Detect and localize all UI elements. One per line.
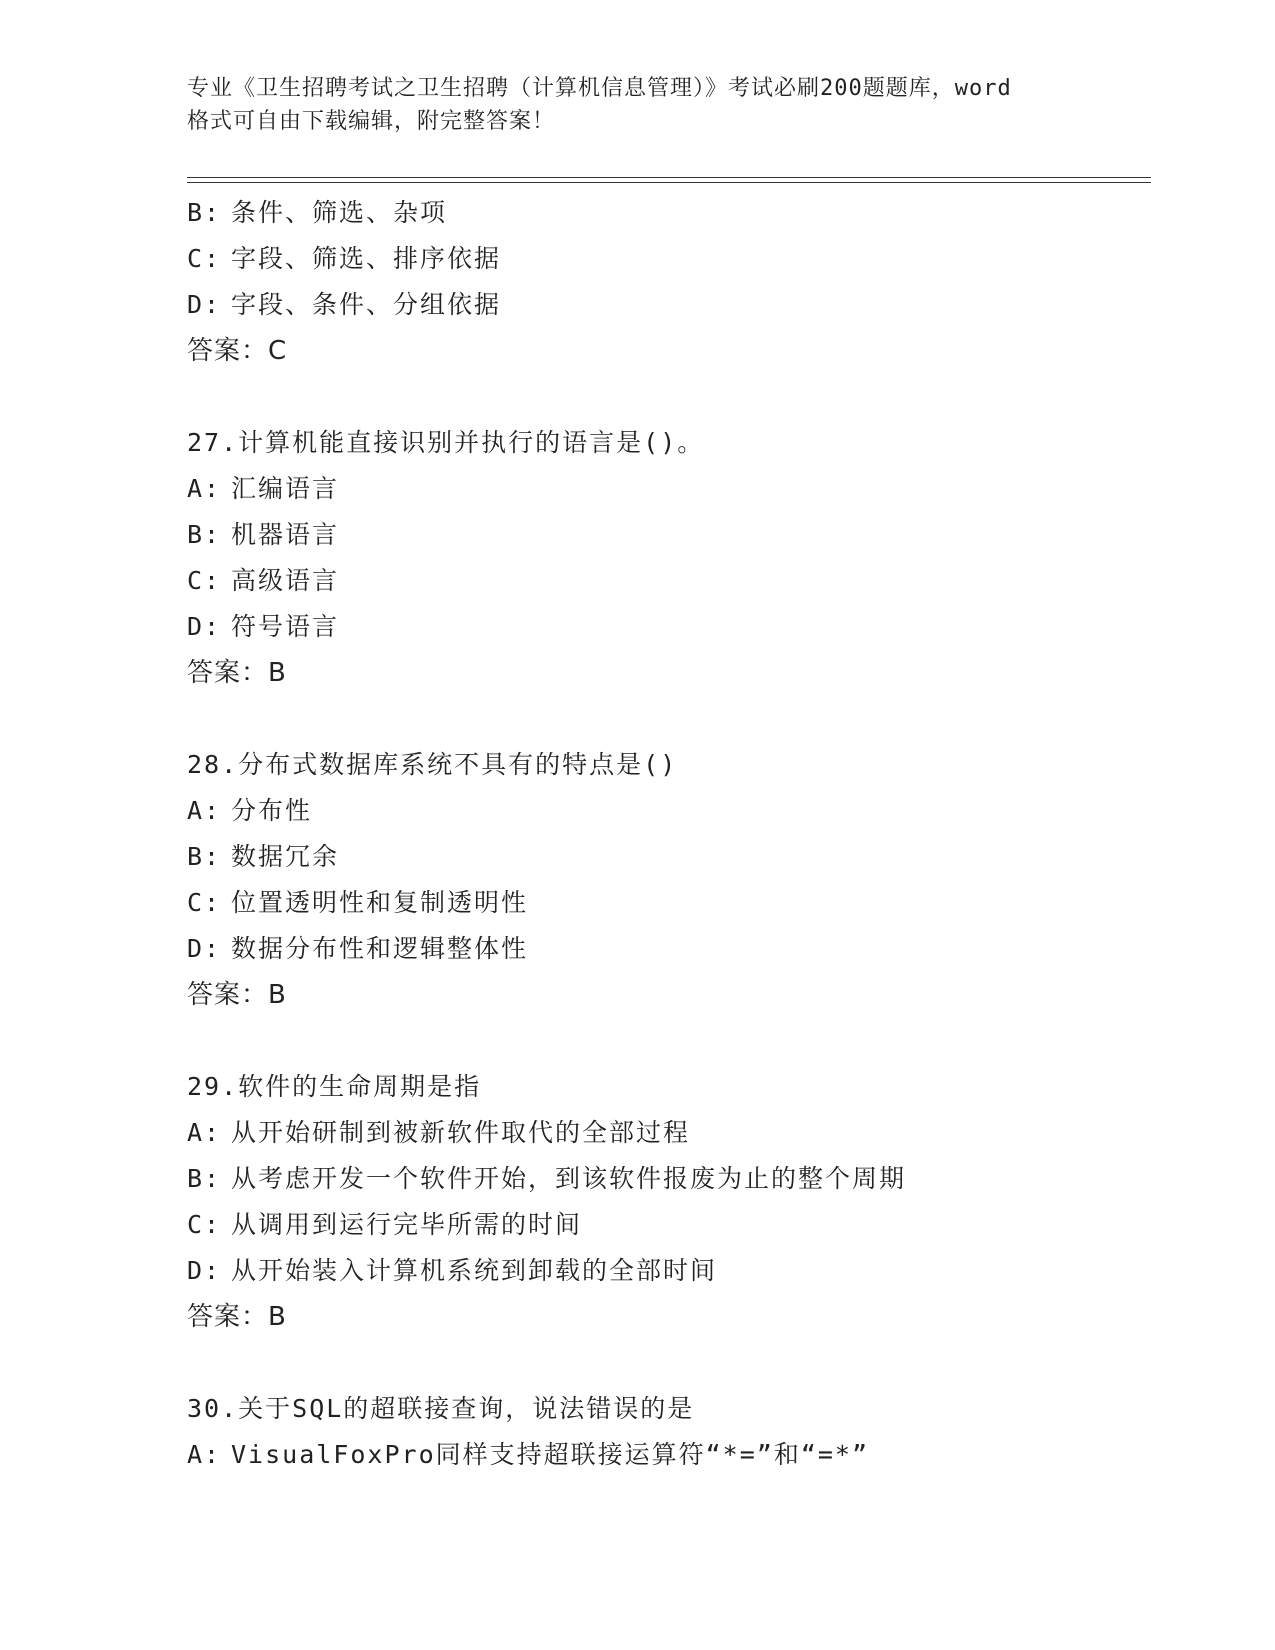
option-d: D: 数据分布性和逻辑整体性 [187,934,529,963]
option-a: A: 汇编语言 [187,474,340,503]
answer-line: 答案：C [187,336,288,366]
question-stem: 27.计算机能直接识别并执行的语言是()。 [187,428,705,457]
option-b: B: 数据冗余 [187,842,340,871]
option-a: A: 分布性 [187,796,313,825]
option-a: A: 从开始研制到被新软件取代的全部过程 [187,1118,691,1147]
document-header [187,72,1087,138]
option-b: B: 机器语言 [187,520,340,549]
option-d: D: 字段、条件、分组依据 [187,290,502,319]
option-d: D: 符号语言 [187,612,340,641]
option-d: D: 从开始装入计算机系统到卸载的全部时间 [187,1256,718,1285]
option-c: C: 高级语言 [187,566,340,595]
option-c: C: 位置透明性和复制透明性 [187,888,529,917]
option-b: B: 从考虑开发一个软件开始，到该软件报废为止的整个周期 [187,1164,907,1193]
header-line-1: 专业《卫生招聘考试之卫生招聘（计算机信息管理）》考试必刷200题题库，word [187,76,1012,101]
answer-line: 答案：B [187,658,287,688]
question-stem: 30.关于SQL的超联接查询，说法错误的是 [187,1394,695,1423]
header-line-2: 格式可自由下载编辑，附完整答案！ [187,109,556,134]
question-stem: 28.分布式数据库系统不具有的特点是() [187,750,678,779]
option-c: C: 从调用到运行完毕所需的时间 [187,1210,583,1239]
question-list [187,190,1147,1478]
option-a: A: VisualFoxPro同样支持超联接运算符“*=”和“=*” [187,1440,870,1469]
option-b: B: 条件、筛选、杂项 [187,198,448,227]
option-c: C: 字段、筛选、排序依据 [187,244,502,273]
answer-line: 答案：B [187,1302,287,1332]
question-stem: 29.软件的生命周期是指 [187,1072,482,1101]
header-divider [187,177,1151,183]
answer-line: 答案：B [187,980,287,1010]
